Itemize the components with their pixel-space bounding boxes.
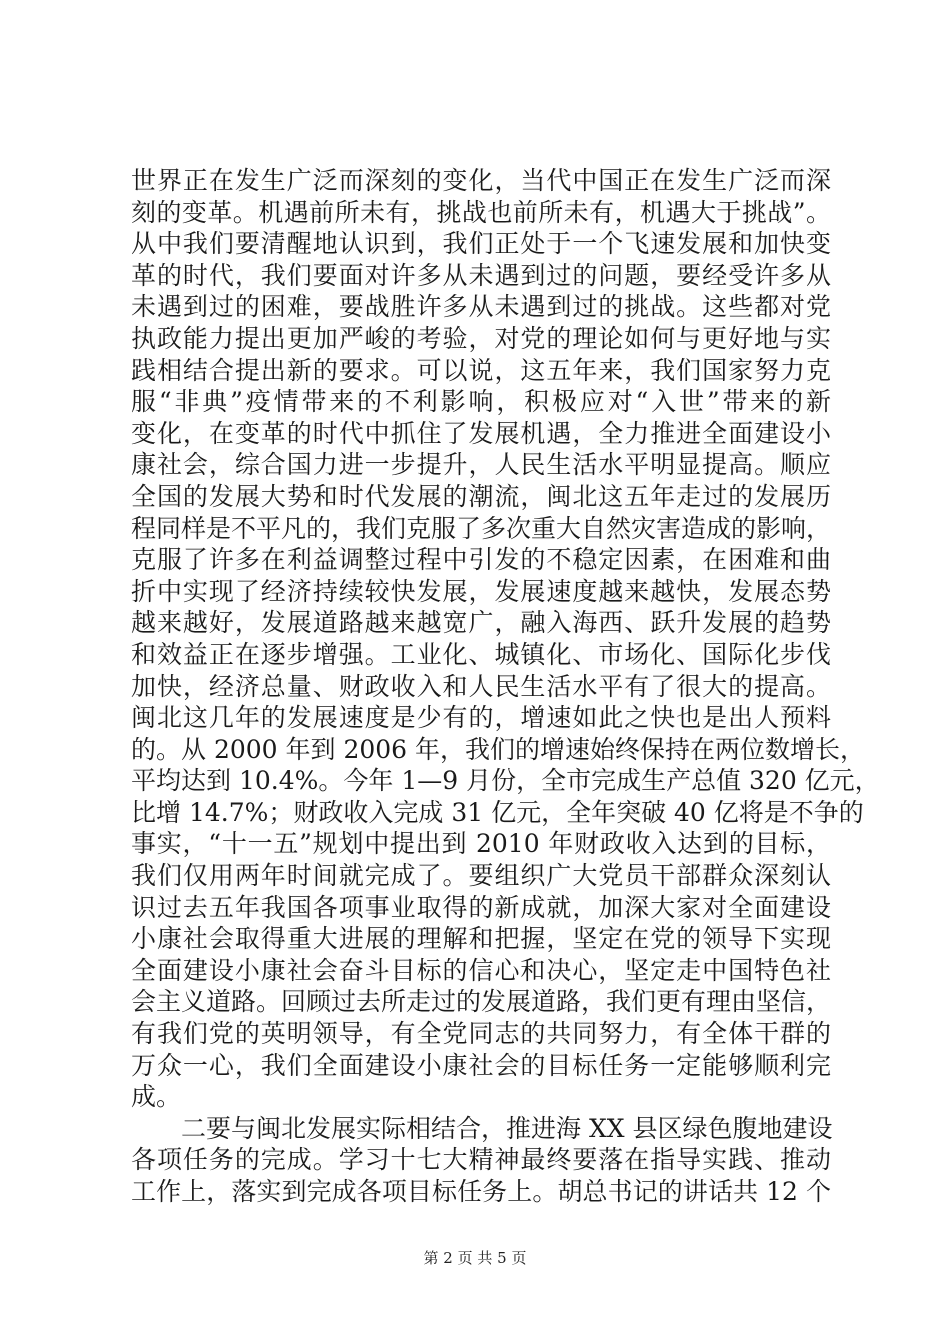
text-line: 二要与闽北发展实际相结合，推进海 XX 县区绿色腹地建设 [131,1113,833,1143]
text-line: 克服了许多在利益调整过程中引发的不稳定因素，在困难和曲 [131,545,831,575]
text-line: 加快，经济总量、财政收入和人民生活水平有了很大的提高。 [131,671,831,701]
text-line: 刻的变革。机遇前所未有，挑战也前所未有，机遇大于挑战”。 [131,197,831,227]
text-line: 事实，“十一五”规划中提出到 2010 年财政收入达到的目标， [131,829,831,859]
body-text [131,165,880,1208]
text-line: 工作上，落实到完成各项目标任务上。胡总书记的讲话共 12 个 [131,1177,831,1206]
text-line: 执政能力提出更加严峻的考验，对党的理论如何与更好地与实 [131,323,831,353]
text-line: 变化，在变革的时代中抓住了发展机遇，全力推进全面建设小 [131,418,831,448]
text-line: 小康社会取得重大进展的理解和把握，坚定在党的领导下实现 [131,924,831,954]
text-line: 践相结合提出新的要求。可以说，这五年来，我们国家努力克 [131,355,831,385]
text-line: 革的时代，我们要面对许多从未遇到过的问题，要经受许多从 [131,260,831,290]
text-line: 从中我们要清醒地认识到，我们正处于一个飞速发展和加快变 [131,229,831,259]
text-line: 闽北这几年的发展速度是少有的，增速如此之快也是出人预料 [131,703,831,733]
text-line: 识过去五年我国各项事业取得的新成就，加深大家对全面建设 [131,892,831,922]
text-line: 的。从 2000 年到 2006 年，我们的增速始终保持在两位数增长， [131,734,866,764]
text-line: 会主义道路。回顾过去所走过的发展道路，我们更有理由坚信， [131,987,832,1017]
text-line: 我们仅用两年时间就完成了。要组织广大党员干部群众深刻认 [131,861,831,891]
text-line: 康社会，综合国力进一步提升，人民生活水平明显提高。顺应 [131,450,831,480]
text-line: 程同样是不平凡的，我们克服了多次重大自然灾害造成的影响， [131,513,832,543]
text-line: 有我们党的英明领导，有全党同志的共同努力，有全体干群的 [131,1019,831,1049]
text-line: 越来越好，发展道路越来越宽广，融入海西、跃升发展的趋势 [131,608,831,638]
text-line: 比增 14.7%；财政收入完成 31 亿元，全年突破 40 亿将是不争的 [131,797,864,827]
text-line: 世界正在发生广泛而深刻的变化，当代中国正在发生广泛而深 [131,166,831,195]
text-line: 折中实现了经济持续较快发展，发展速度越来越快，发展态势 [131,576,831,606]
page-footer: 第 2 页 共 5 页 [423,1249,527,1267]
text-line: 平均达到 10.4%。今年 1—9 月份，全市完成生产总值 320 亿元， [131,766,880,796]
text-line: 服“非典”疫情带来的不利影响，积极应对“入世”带来的新 [131,387,831,417]
text-line: 全国的发展大势和时代发展的潮流，闽北这五年走过的发展历 [131,481,831,511]
text-line: 全面建设小康社会奋斗目标的信心和决心，坚定走中国特色社 [131,955,831,985]
text-line: 成。 [131,1082,182,1112]
text-line: 和效益正在逐步增强。工业化、城镇化、市场化、国际化步伐 [131,639,831,669]
text-line: 各项任务的完成。学习十七大精神最终要落在指导实践、推动 [131,1145,831,1175]
text-line: 未遇到过的困难，要战胜许多从未遇到过的挑战。这些都对党 [131,292,831,322]
text-line: 万众一心，我们全面建设小康社会的目标任务一定能够顺利完 [131,1050,831,1080]
